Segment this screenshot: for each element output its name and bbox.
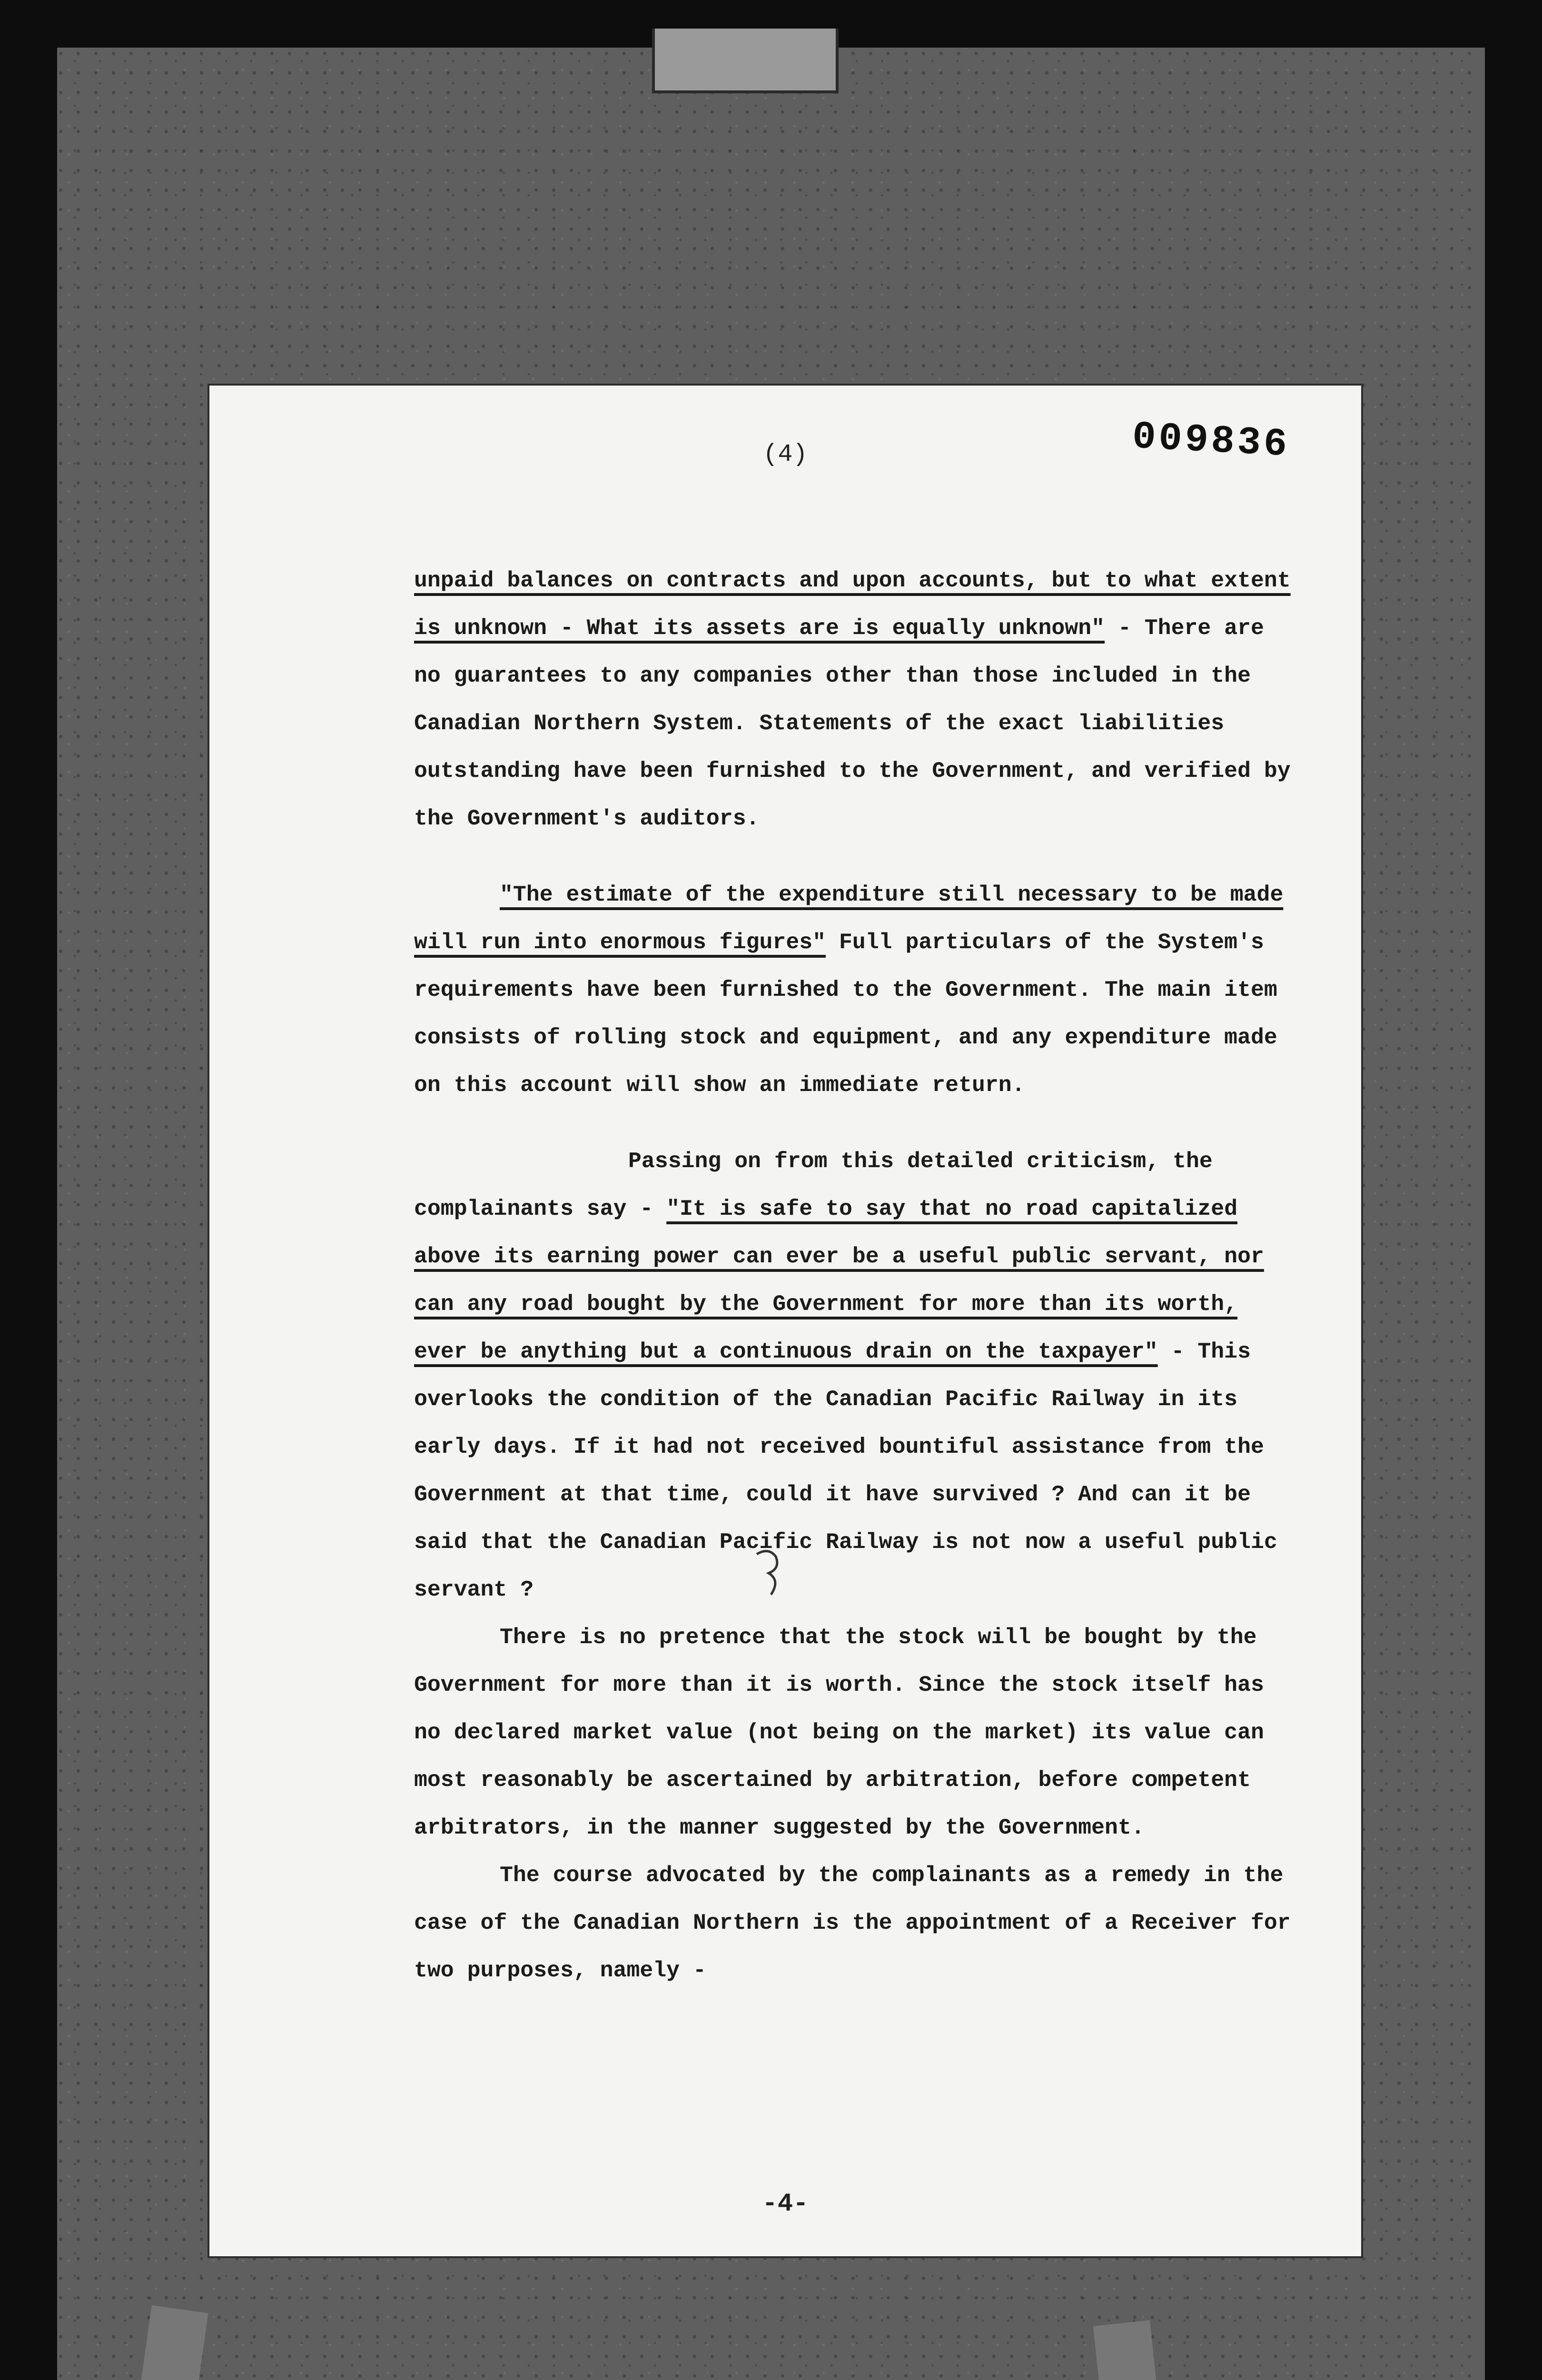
paragraph-text: - There are no guarantees to any companies other than those included in the Canadian Northern System. Statements of the exact liabilities outstanding have been furnished to the Government, and verified by the Government's auditors. <box>414 615 1291 831</box>
binder-clip <box>652 29 839 93</box>
paragraph-text: The course advocated by the complainants as a remedy in the case of the Canadian Northern is the appointment of a Receiver for two purposes, namely - <box>414 1863 1291 1983</box>
paragraph-text: There is no pretence that the stock will be bought by the Government for more than it is worth. Since the stock itself has no declared market value (not being on the market) its value can most reasonably be ascertained by arbitration, before competent arbitrators, in the manner suggested by the Government. <box>414 1625 1264 1840</box>
page-number-footer: -4- <box>762 2190 809 2219</box>
paragraph-1 <box>414 557 1295 843</box>
paragraph-text: - This overlooks the condition of the Canadian Pacific Railway in its early days. If it had not received bountiful assistance from the Government at that time, could it have survived ? And can it be said that the Canadian Pacific Railway is not now a useful public servant ? <box>414 1339 1277 1602</box>
pencil-mark-icon <box>752 1547 785 1599</box>
underlined-quote: unpaid balances on contracts and upon accounts, but to what extent is unknown - What its assets are is equally unknown" <box>414 568 1291 641</box>
paragraph-3 <box>414 1138 1295 1614</box>
paragraph-5 <box>414 1852 1295 1994</box>
page-number-header: (4) <box>763 440 808 468</box>
underlined-quote: "It is safe to say that no road capitalized above its earning power can ever be a useful public servant, nor can any road bought by the Government for more than its worth, ever be anything but a continuous drain on the taxpayer" <box>414 1196 1264 1364</box>
document-page <box>209 386 1361 2256</box>
paragraph-2 <box>414 871 1295 1109</box>
document-number-stamp: 009836 <box>1131 415 1291 467</box>
paragraph-text: Full particulars of the System's requirements have been furnished to the Government. The main item consists of rolling stock and equipment, and any expenditure made on this account will show an immediate return. <box>414 930 1277 1098</box>
paragraph-4 <box>414 1614 1295 1852</box>
underlined-quote: "The estimate of the expenditure still necessary to be made will run into enormous figures" <box>414 882 1284 955</box>
paragraph-lead: Passing on from this detailed criticism, the complainants say - <box>414 1149 1213 1221</box>
body-text <box>414 557 1295 1994</box>
